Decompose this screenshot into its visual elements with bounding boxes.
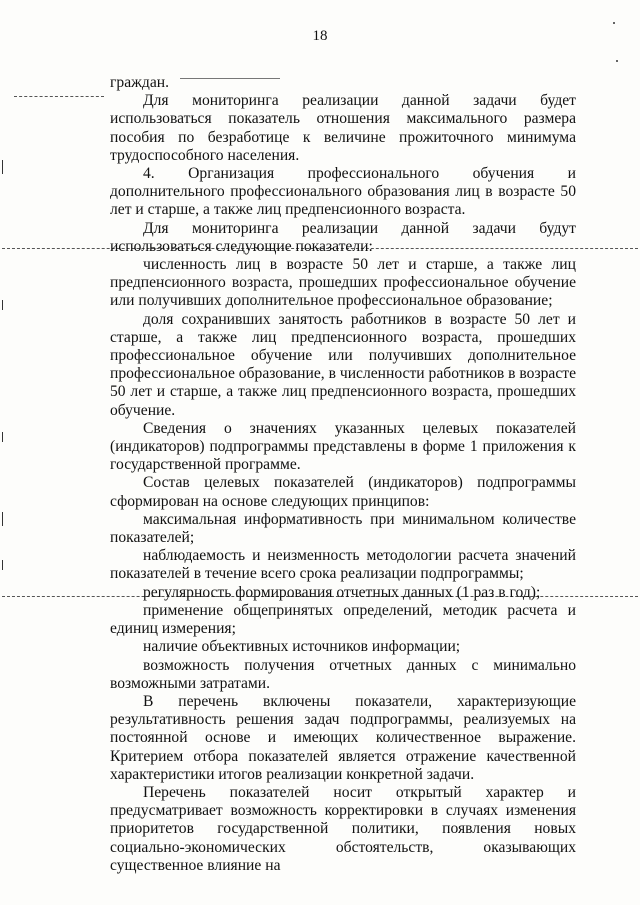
scan-artifact-line [14, 96, 104, 97]
paragraph: Перечень показателей носит открытый характер и предусматривает возможность корректировки в случаях изменения приоритетов государственной политики, появления новых социально-экономических обстоятельств, оказывающих существенное влияние на [110, 783, 576, 874]
scan-artifact-tick [2, 512, 3, 526]
paragraph: В перечень включены показатели, характеризующие результативность решения задач подпрограммы, реализуемых на постоянной основе и имеющих количественное выражение. Критерием отбора показателей является отражение качественной характеристики итогов реализации конкретной задачи. [110, 692, 576, 783]
paragraph: Состав целевых показателей (индикаторов) подпрограммы сформирован на основе следующих принципов: [110, 474, 576, 510]
page-number: 18 [312, 28, 328, 44]
list-item: возможность получения отчетных данных с минимально возможными затратами. [110, 656, 576, 692]
list-item: наблюдаемость и неизменность методологии расчета значений показателей в течение всего срока реализации подпрограммы; [110, 547, 576, 583]
list-item: максимальная информативность при минимальном количестве показателей; [110, 510, 576, 547]
list-item: применение общепринятых определений, методик расчета и единиц измерения; [110, 601, 576, 638]
paragraph: Для мониторинга реализации данной задачи будут использоваться следующие показатели: [110, 219, 576, 255]
paragraph: Для мониторинга реализации данной задачи будет использоваться показатель отношения максимального размера пособия по безработице к величине прожиточного минимума трудоспособного населения. [110, 92, 576, 164]
paragraph: граждан. [110, 74, 169, 91]
list-item: регулярность формирования отчетных данных (1 раз в год); [143, 583, 541, 601]
scan-artifact-tick [2, 560, 3, 570]
list-item: численность лиц в возрасте 50 лет и старше, а также лиц предпенсионного возраста, прошедших профессиональное обучение или получивших дополнительное профессиональное образование; [110, 256, 576, 310]
document-body [110, 74, 576, 875]
scan-artifact-tick [2, 160, 3, 174]
list-item: доля сохранивших занятость работников в возрасте 50 лет и старше, а также лиц предпенсионного возраста, прошедших профессиональное обучение или получивших дополнительное профессиональное образование, в численности работников в возрасте 50 лет и старше, а также лиц предпенсионного возраста, прошедших обучение. [110, 310, 576, 419]
scan-artifact-dot [616, 60, 618, 62]
scan-artifact-tick [2, 300, 3, 310]
scan-artifact-tick [2, 432, 3, 442]
list-item: наличие объективных источников информации; [143, 638, 461, 656]
paragraph: Сведения о значениях указанных целевых показателей (индикаторов) подпрограммы представлены в форме 1 приложения к государственной программе. [110, 419, 576, 474]
paragraph: 4. Организация профессионального обучения и дополнительного профессионального образования лиц в возрасте 50 лет и старше, а также лиц предпенсионного возраста. [110, 165, 576, 219]
scan-artifact-dot [613, 22, 615, 24]
